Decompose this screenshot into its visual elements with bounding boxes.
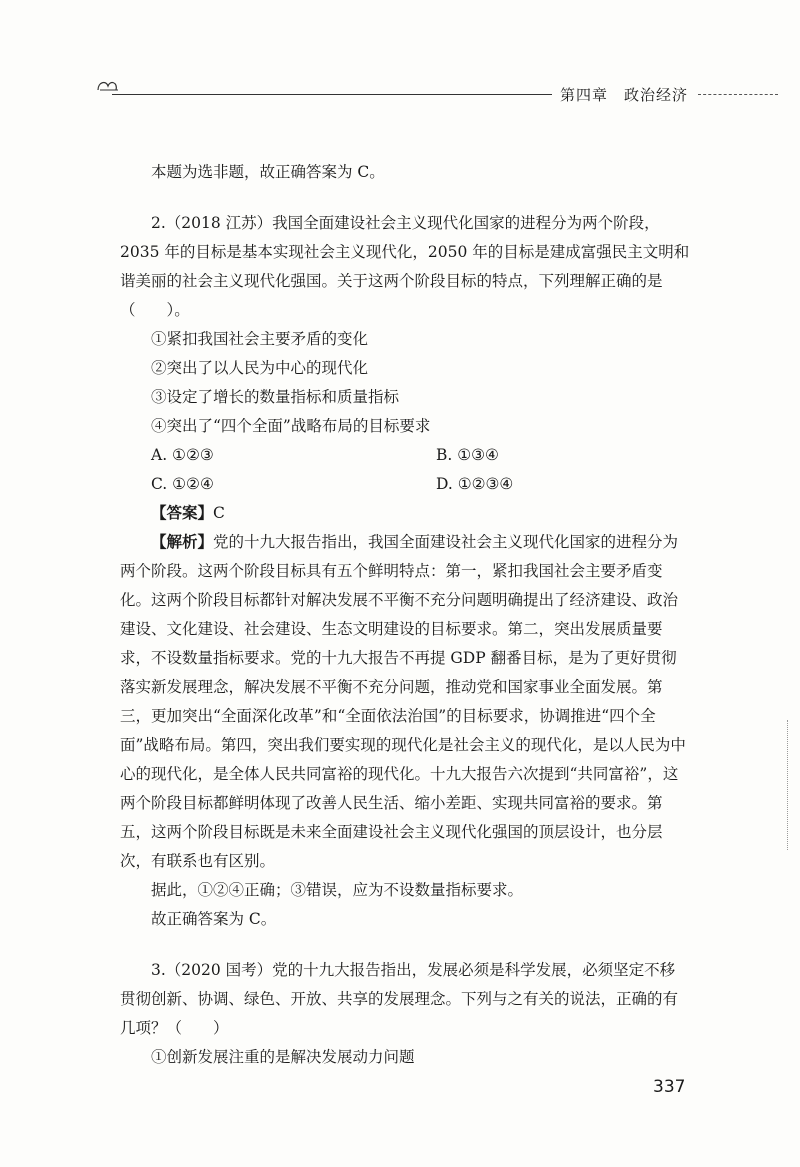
- choice-d: D. ①②③④: [436, 475, 514, 493]
- analysis-text: 党的十九大报告指出，我国全面建设社会主义现代化国家的进程分为两个阶段。这两个阶段目标具有五个鲜明特点：第一，紧扣我国社会主要矛盾变化。这两个阶段目标都针对解决发展不平衡不充分问题明确提出了经济建设、政治建设、文化建设、社会建设、生态文明建设的目标要求。第二，突出发展质量要求，不设数量指标要求。党的十九大报告不再提 GDP 翻番目标，是为了更好贯彻落实新发展理念，解决发展不平衡不充分问题，推动党和国家事业全面发展。第三，更加突出“全面深化改革”和“全面依法治国”的目标要求，协调推进“四个全面”战略布局。第四，突出我们要实现的现代化是社会主义的现代化，是以人民为中心的现代化，是全体人民共同富裕的现代化。十九大报告六次提到“共同富裕”，这两个阶段目标都鲜明体现了改善人民生活、缩小差距、实现共同富裕的要求。第五，这两个阶段目标既是未来全面建设社会主义现代化强国的顶层设计，也分层次，有联系也有区别。: [120, 533, 686, 870]
- question-2-option: ③设定了增长的数量指标和质量指标: [151, 388, 400, 406]
- conclusion-line: 据此，①②④正确；③错误，应为不设数量指标要求。: [151, 881, 524, 899]
- choice-b: B. ①③④: [436, 446, 499, 464]
- choice-row: [120, 470, 690, 499]
- header-rule: [112, 94, 552, 95]
- chapter-title: 第四章 政治经济: [560, 86, 689, 104]
- question-3-option: ①创新发展注重的是解决发展动力问题: [151, 1048, 415, 1066]
- question-3-stem: 3.（2020 国考）党的十九大报告指出，发展必须是科学发展，必须坚定不移贯彻创新、协调、绿色、开放、共享的发展理念。下列与之有关的说法，正确的有几项？（ ）: [120, 961, 679, 1037]
- question-2-stem: 2.（2018 江苏）我国全面建设社会主义现代化国家的进程分为两个阶段，2035 年的目标是基本实现社会主义现代化，2050 年的目标是建成富强民主文明和谐美丽的社会主义现代化强国。关于这两个阶段目标的特点，下列理解正确的是（ ）。: [120, 214, 690, 319]
- choice-c: C. ①②④: [151, 475, 214, 493]
- page-number: 337: [653, 1077, 686, 1097]
- question-2-option: ②突出了以人民为中心的现代化: [151, 359, 369, 377]
- choice-row: [120, 441, 690, 470]
- choice-a: A. ①②③: [151, 446, 214, 464]
- page-content: [120, 158, 690, 1072]
- analysis-label: 【解析】: [151, 533, 214, 551]
- conclusion-line: 故正确答案为 C。: [151, 910, 277, 928]
- leaf-ornament-icon: [94, 76, 122, 96]
- analysis-paragraph: [120, 528, 690, 876]
- question-2-option: ④突出了“四个全面”战略布局的目标要求: [151, 417, 431, 435]
- question-2-option: ①紧扣我国社会主要矛盾的变化: [151, 330, 369, 348]
- answer-line: [120, 499, 690, 528]
- scan-edge-mark: [787, 720, 790, 850]
- header-rule-right: [698, 94, 778, 95]
- page-header: [88, 76, 710, 106]
- prev-conclusion: 本题为选非题，故正确答案为 C。: [151, 163, 385, 181]
- answer-value: C: [213, 504, 225, 522]
- answer-label: 【答案】: [151, 504, 214, 522]
